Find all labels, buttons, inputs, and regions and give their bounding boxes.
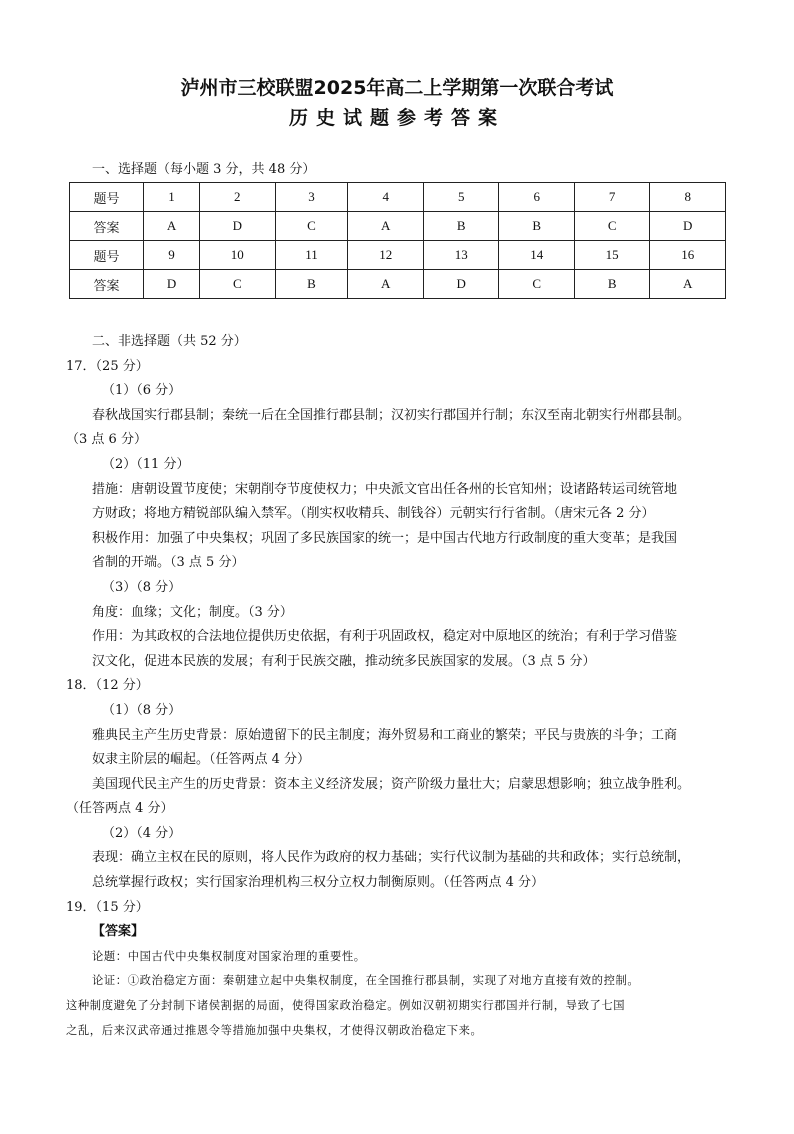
answer-line: 角度：血缘；文化；制度。（3 分） [92,604,293,620]
sub-question-heading: （1）（8 分） [102,702,182,718]
sub-question-heading: （2）（11 分） [102,456,190,472]
answer-line: 总统掌握行政权；实行国家治理机构三权分立权力制衡原则。（任答两点 4 分） [92,875,545,891]
answer-line: 积极作用：加强了中央集权；巩固了多民族国家的统一；是中国古代地方行政制度的重大变革；是我国 [92,530,678,546]
table-cell: B [423,212,498,241]
row-label: 答案 [70,270,144,299]
question-heading: 18．（12 分） [66,678,149,694]
answer-line: 措施：唐朝设置节度使；宋朝削夺节度使权力；中央派文官出任各州的长官知州；设诸路转运司统管地 [92,481,678,497]
thesis-line: 论题：中国古代中央集权制度对国家治理的重要性。 [92,949,366,963]
table-cell: 16 [650,241,726,270]
exam-subtitle: 历史试题参考答案 [288,107,505,129]
table-cell: 4 [348,183,423,212]
argument-line: 论证：①政治稳定方面：秦朝建立起中央集权制度，在全国推行郡县制，实现了对地方直接有效的控制。 [92,974,640,988]
sub-question-heading: （2）（4 分） [102,825,182,841]
table-row [70,241,726,270]
table-cell: 13 [423,241,498,270]
table-cell: 12 [348,241,423,270]
table-cell: 9 [144,241,200,270]
answer-line: 省制的开端。（3 点 5 分） [92,555,245,571]
table-cell: 14 [499,241,574,270]
table-cell: B [499,212,574,241]
answer-line: 方财政；将地方精锐部队编入禁军。（削实权收精兵、制钱谷）元朝实行行省制。（唐宋元各 2 分） [92,506,655,522]
table-cell: 8 [650,183,726,212]
table-cell: C [499,270,574,299]
table-row [70,183,726,212]
answer-line: 春秋战国实行郡县制；秦统一后在全国推行郡县制；汉初实行郡国并行制；东汉至南北朝实行州郡县制。 [92,407,691,423]
argument-line: 这种制度避免了分封制下诸侯割据的局面，使得国家政治稳定。例如汉朝初期实行郡国并行制，导致了七国 [66,999,626,1013]
table-cell: A [144,212,200,241]
sub-question-heading: （3）（8 分） [102,579,182,595]
table-cell: 10 [200,241,275,270]
answer-line: 奴隶主阶层的崛起。（任答两点 4 分） [92,752,311,768]
table-cell: 1 [144,183,200,212]
answer-line: 美国现代民主产生的历史背景：资本主义经济发展；资产阶级力量壮大；启蒙思想影响；独立战争胜利。 [92,776,691,792]
table-cell: D [423,270,498,299]
question-heading: 17．（25 分） [66,358,149,374]
table-cell: 5 [423,183,498,212]
row-label: 题号 [70,241,144,270]
answer-line: 作用：为其政权的合法地位提供历史依据，有利于巩固政权，稳定对中原地区的统治；有利于学习借鉴 [92,629,678,645]
question-heading: 19．（15 分） [66,899,149,915]
table-cell: A [348,270,423,299]
row-label: 答案 [70,212,144,241]
section-multiple-choice-heading: 一、选择题（每小题 3 分，共 48 分） [92,162,316,177]
exam-title: 泸州市三校联盟2025年高二上学期第一次联合考试 [180,77,614,99]
table-cell: 2 [200,183,275,212]
answer-table [69,182,726,299]
non-choice-section [66,330,730,1043]
answer-line: 表现：确立主权在民的原则，将人民作为政府的权力基础；实行代议制为基础的共和政体；实行总统制， [92,850,691,866]
table-cell: 7 [574,183,649,212]
answer-line: （任答两点 4 分） [66,801,174,817]
table-cell: 11 [275,241,348,270]
answer-label: 【答案】 [92,924,145,940]
table-cell: B [574,270,649,299]
table-cell: C [275,212,348,241]
answer-line: 雅典民主产生历史背景：原始遗留下的民主制度；海外贸易和工商业的繁荣；平民与贵族的斗争；工商 [92,727,678,743]
table-cell: 3 [275,183,348,212]
table-row [70,212,726,241]
table-cell: D [650,212,726,241]
argument-line: 之乱，后来汉武帝通过推恩令等措施加强中央集权，才使得汉朝政治稳定下来。 [66,1023,483,1037]
section-heading: 二、非选择题（共 52 分） [92,334,247,349]
table-cell: C [574,212,649,241]
table-cell: B [275,270,348,299]
table-cell: D [144,270,200,299]
table-cell: D [200,212,275,241]
table-cell: 6 [499,183,574,212]
table-cell: A [348,212,423,241]
answer-line: 汉文化，促进本民族的发展；有利于民族交融，推动统多民族国家的发展。（3 点 5 分） [92,653,596,669]
table-row [70,270,726,299]
table-cell: 15 [574,241,649,270]
table-cell: A [650,270,726,299]
answer-line: （3 点 6 分） [66,432,147,448]
sub-question-heading: （1）（6 分） [102,383,182,399]
table-cell: C [200,270,275,299]
row-label: 题号 [70,183,144,212]
